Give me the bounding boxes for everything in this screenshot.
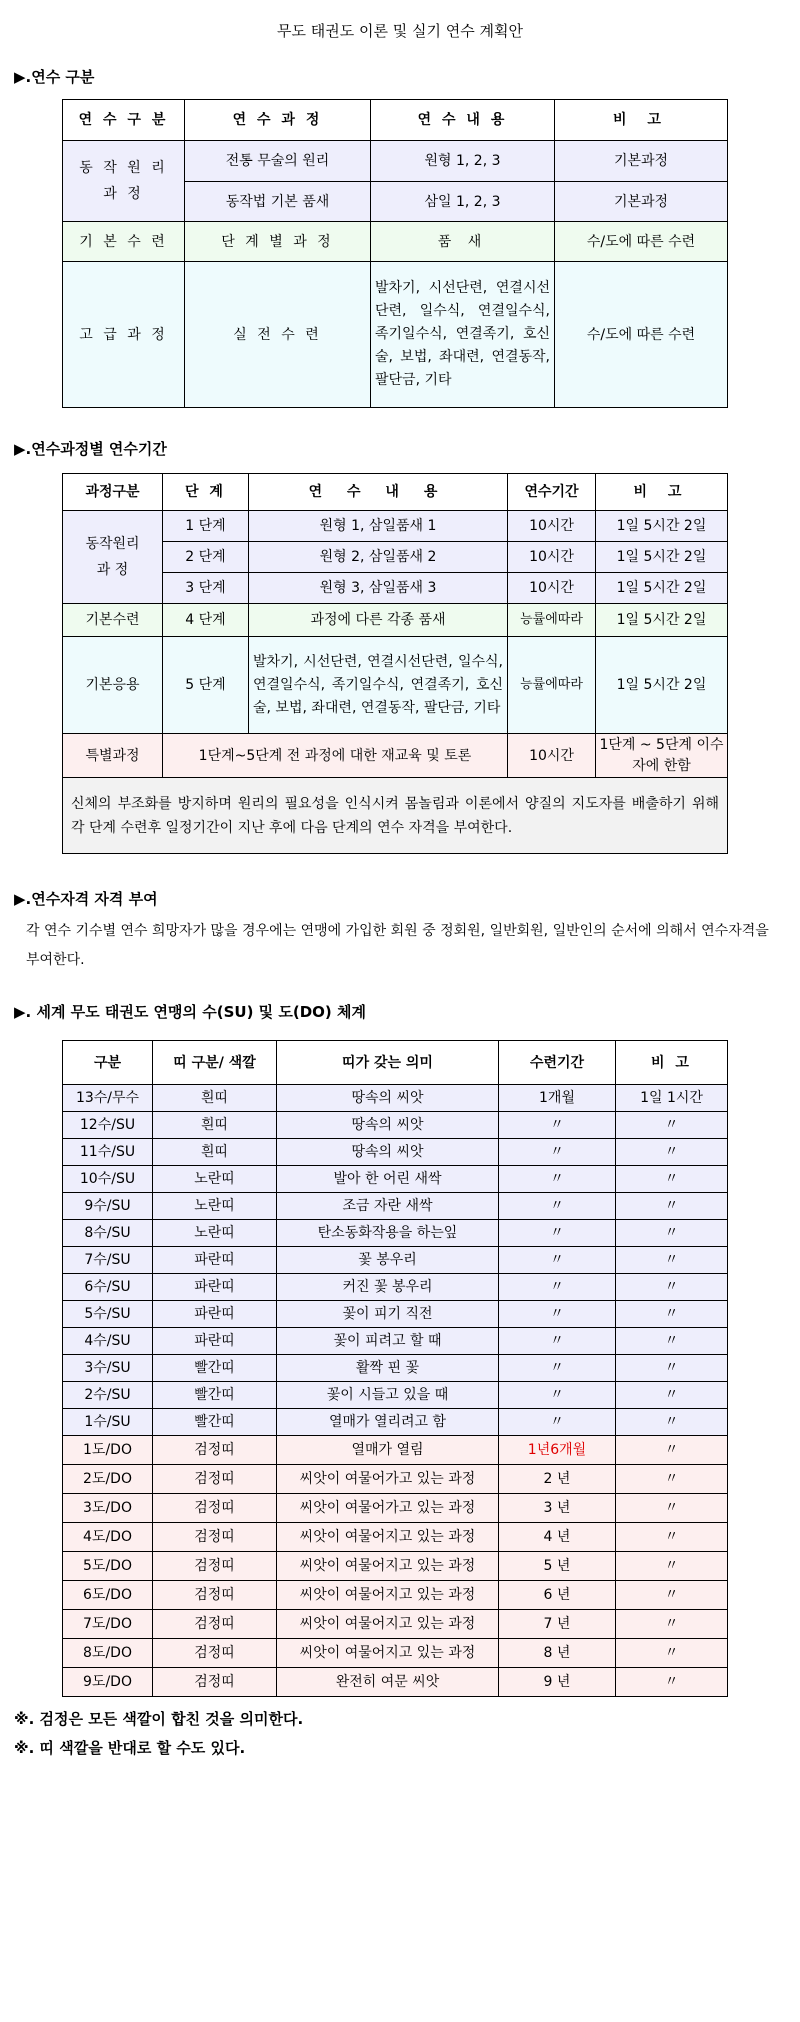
rank-cell: 5수/SU xyxy=(63,1301,153,1328)
belt-color-cell: 빨간띠 xyxy=(153,1382,277,1409)
header-cell: 띠가 갖는 의미 xyxy=(277,1041,499,1085)
rank-cell: 3수/SU xyxy=(63,1355,153,1382)
belt-color-cell: 검정띠 xyxy=(153,1494,277,1523)
belt-color-cell: 파란띠 xyxy=(153,1274,277,1301)
rank-cell: 5도/DO xyxy=(63,1552,153,1581)
table-row xyxy=(63,573,728,604)
note-cell: 〃 xyxy=(616,1382,728,1409)
content-cell: 과정에 다른 각종 품새 xyxy=(249,604,508,637)
step-cell: 1 단계 xyxy=(163,511,249,542)
belt-color-cell: 흰띠 xyxy=(153,1112,277,1139)
content-cell: 품 새 xyxy=(371,222,555,262)
table-row xyxy=(63,1639,728,1668)
belt-color-cell: 검정띠 xyxy=(153,1465,277,1494)
period-cell: 〃 xyxy=(499,1328,616,1355)
header-cell: 과정구분 xyxy=(63,474,163,511)
table-row xyxy=(63,1166,728,1193)
table-row xyxy=(63,222,728,262)
note-cell: 〃 xyxy=(616,1639,728,1668)
meaning-cell: 열매가 열림 xyxy=(277,1436,499,1465)
note-cell: 1일 5시간 2일 xyxy=(596,604,728,637)
meaning-cell: 탄소동화작용을 하는잎 xyxy=(277,1220,499,1247)
belt-color-cell: 검정띠 xyxy=(153,1610,277,1639)
content-cell: 원형 3, 삼일품새 3 xyxy=(249,573,508,604)
table-row xyxy=(63,1436,728,1465)
belt-color-cell: 파란띠 xyxy=(153,1328,277,1355)
period-cell: 〃 xyxy=(499,1355,616,1382)
note-cell: 〃 xyxy=(616,1220,728,1247)
table-row xyxy=(63,637,728,734)
rank-cell: 7도/DO xyxy=(63,1610,153,1639)
content-cell: 1단계~5단계 전 과정에 대한 재교육 및 토론 xyxy=(163,734,508,778)
group-cell: 기 본 수 련 xyxy=(63,222,185,262)
table-row xyxy=(63,542,728,573)
content-cell: 삼일 1, 2, 3 xyxy=(371,182,555,222)
note-line: ※. 검정은 모든 색깔이 합친 것을 의미한다. xyxy=(14,1710,304,1728)
notes xyxy=(14,1705,800,1763)
note-cell: 〃 xyxy=(616,1112,728,1139)
period-cell: 10시간 xyxy=(508,542,596,573)
table-row xyxy=(63,1465,728,1494)
period-cell: 7 년 xyxy=(499,1610,616,1639)
header-cell: 단 계 xyxy=(163,474,249,511)
qualification-paragraph: 각 연수 기수별 연수 희망자가 많을 경우에는 연맹에 가입한 회원 중 정회원, 일반회원, 일반인의 순서에 의해서 연수자격을 부여한다. xyxy=(26,923,769,968)
footnote-cell: 신체의 부조화를 방지하며 원리의 필요성을 인식시켜 몸놀림과 이론에서 양질의 지도자를 배출하기 위해 각 단계 수련후 일정기간이 지난 후에 다음 단계의 연수 자격을 부여한다. xyxy=(63,778,728,854)
table-row xyxy=(63,1193,728,1220)
note-cell: 〃 xyxy=(616,1494,728,1523)
note-cell: 〃 xyxy=(616,1610,728,1639)
note-cell: 〃 xyxy=(616,1436,728,1465)
meaning-cell: 씨앗이 여물어지고 있는 과정 xyxy=(277,1523,499,1552)
rank-cell: 8수/SU xyxy=(63,1220,153,1247)
note-cell: 〃 xyxy=(616,1166,728,1193)
meaning-cell: 꽃이 피려고 할 때 xyxy=(277,1328,499,1355)
period-cell: 〃 xyxy=(499,1301,616,1328)
period-cell: 능률에따라 xyxy=(508,637,596,734)
rank-cell: 13수/무수 xyxy=(63,1085,153,1112)
belt-color-cell: 빨간띠 xyxy=(153,1409,277,1436)
header-cell: 구분 xyxy=(63,1041,153,1085)
meaning-cell: 꽃 봉우리 xyxy=(277,1247,499,1274)
table-row xyxy=(63,141,728,182)
period-cell: 4 년 xyxy=(499,1523,616,1552)
meaning-cell: 씨앗이 여물어지고 있는 과정 xyxy=(277,1610,499,1639)
course-cell: 전통 무술의 원리 xyxy=(185,141,371,182)
meaning-cell: 완전히 여문 씨앗 xyxy=(277,1668,499,1697)
note-cell: 1일 5시간 2일 xyxy=(596,573,728,604)
table-row xyxy=(63,1610,728,1639)
period-cell: 1년6개월 xyxy=(499,1436,616,1465)
meaning-cell: 꽃이 피기 직전 xyxy=(277,1301,499,1328)
header-cell: 비 고 xyxy=(616,1041,728,1085)
belt-color-cell: 빨간띠 xyxy=(153,1355,277,1382)
rank-cell: 11수/SU xyxy=(63,1139,153,1166)
note-cell: 1일 5시간 2일 xyxy=(596,637,728,734)
note-line: ※. 띠 색깔을 반대로 할 수도 있다. xyxy=(14,1739,246,1757)
belt-table-body xyxy=(63,1085,728,1697)
rank-cell: 1도/DO xyxy=(63,1436,153,1465)
section-3-heading: ▶.연수자격 자격 부여 xyxy=(14,890,158,908)
meaning-cell: 씨앗이 여물어가고 있는 과정 xyxy=(277,1494,499,1523)
period-cell: 10시간 xyxy=(508,511,596,542)
document-title: 무도 태권도 이론 및 실기 연수 계획안 xyxy=(277,22,523,40)
meaning-cell: 꽃이 시들고 있을 때 xyxy=(277,1382,499,1409)
header-cell: 연 수 내 용 xyxy=(371,100,555,141)
table-row xyxy=(63,1668,728,1697)
table-header-row xyxy=(63,1041,728,1085)
belt-color-cell: 파란띠 xyxy=(153,1247,277,1274)
header-cell: 연 수 내 용 xyxy=(249,474,508,511)
group-cell: 기본수련 xyxy=(63,604,163,637)
table-row xyxy=(63,1274,728,1301)
note-cell: 〃 xyxy=(616,1247,728,1274)
header-cell: 띠 구분/ 색깔 xyxy=(153,1041,277,1085)
meaning-cell: 활짝 핀 꽃 xyxy=(277,1355,499,1382)
belt-color-cell: 검정띠 xyxy=(153,1436,277,1465)
note-cell: 1단계 ~ 5단계 이수자에 한함 xyxy=(596,734,728,778)
group-cell: 고 급 과 정 xyxy=(63,262,185,408)
note-cell: 수/도에 따른 수련 xyxy=(555,262,728,408)
belt-color-cell: 파란띠 xyxy=(153,1301,277,1328)
table-header-row xyxy=(63,474,728,511)
belt-color-cell: 검정띠 xyxy=(153,1581,277,1610)
table-row xyxy=(63,1220,728,1247)
belt-color-cell: 노란띠 xyxy=(153,1193,277,1220)
note-cell: 〃 xyxy=(616,1193,728,1220)
meaning-cell: 커진 꽃 봉우리 xyxy=(277,1274,499,1301)
belt-color-cell: 검정띠 xyxy=(153,1523,277,1552)
meaning-cell: 땅속의 씨앗 xyxy=(277,1139,499,1166)
content-cell: 원형 1, 2, 3 xyxy=(371,141,555,182)
section-4-heading: ▶. 세계 무도 태권도 연맹의 수(SU) 및 도(DO) 체계 xyxy=(14,1003,366,1021)
rank-cell: 9도/DO xyxy=(63,1668,153,1697)
meaning-cell: 땅속의 씨앗 xyxy=(277,1085,499,1112)
note-cell: 기본과정 xyxy=(555,182,728,222)
course-cell: 단 계 별 과 정 xyxy=(185,222,371,262)
note-cell: 〃 xyxy=(616,1465,728,1494)
period-cell: 〃 xyxy=(499,1274,616,1301)
note-cell: 〃 xyxy=(616,1523,728,1552)
meaning-cell: 씨앗이 여물어가고 있는 과정 xyxy=(277,1465,499,1494)
rank-cell: 2도/DO xyxy=(63,1465,153,1494)
meaning-cell: 씨앗이 여물어지고 있는 과정 xyxy=(277,1639,499,1668)
belt-color-cell: 검정띠 xyxy=(153,1639,277,1668)
header-cell: 연 수 구 분 xyxy=(63,100,185,141)
group-cell: 동 작 원 리 과 정 xyxy=(63,141,185,222)
rank-cell: 4도/DO xyxy=(63,1523,153,1552)
section-1-heading: ▶.연수 구분 xyxy=(14,68,95,86)
note-cell: 수/도에 따른 수련 xyxy=(555,222,728,262)
meaning-cell: 조금 자란 새싹 xyxy=(277,1193,499,1220)
rank-cell: 1수/SU xyxy=(63,1409,153,1436)
table-row xyxy=(63,1409,728,1436)
header-cell: 비 고 xyxy=(555,100,728,141)
note-cell: 〃 xyxy=(616,1274,728,1301)
period-cell: 3 년 xyxy=(499,1494,616,1523)
period-cell: 10시간 xyxy=(508,734,596,778)
content-cell: 원형 2, 삼일품새 2 xyxy=(249,542,508,573)
period-cell: 8 년 xyxy=(499,1639,616,1668)
rank-cell: 4수/SU xyxy=(63,1328,153,1355)
period-cell: 〃 xyxy=(499,1382,616,1409)
belt-color-cell: 검정띠 xyxy=(153,1668,277,1697)
note-cell: 기본과정 xyxy=(555,141,728,182)
note-cell: 〃 xyxy=(616,1328,728,1355)
rank-cell: 6도/DO xyxy=(63,1581,153,1610)
rank-cell: 10수/SU xyxy=(63,1166,153,1193)
period-cell: 〃 xyxy=(499,1220,616,1247)
content-cell: 발차기, 시선단련, 연결시선단련, 일수식, 연결일수식, 족기일수식, 연결족기, 호신술, 보법, 좌대련, 연결동작, 팔단금, 기타 xyxy=(371,262,555,408)
table-row xyxy=(63,1552,728,1581)
group-cell: 특별과정 xyxy=(63,734,163,778)
meaning-cell: 발아 한 어린 새싹 xyxy=(277,1166,499,1193)
table-row xyxy=(63,1355,728,1382)
step-cell: 4 단계 xyxy=(163,604,249,637)
meaning-cell: 씨앗이 여물어지고 있는 과정 xyxy=(277,1581,499,1610)
meaning-cell: 땅속의 씨앗 xyxy=(277,1112,499,1139)
training-period-table xyxy=(62,473,728,854)
period-cell: 6 년 xyxy=(499,1581,616,1610)
note-cell: 〃 xyxy=(616,1139,728,1166)
belt-system-table xyxy=(62,1040,728,1697)
step-cell: 2 단계 xyxy=(163,542,249,573)
table-row xyxy=(63,1328,728,1355)
rank-cell: 7수/SU xyxy=(63,1247,153,1274)
rank-cell: 12수/SU xyxy=(63,1112,153,1139)
course-cell: 동작법 기본 품새 xyxy=(185,182,371,222)
period-cell: 〃 xyxy=(499,1193,616,1220)
group-cell: 동작원리 과 정 xyxy=(63,511,163,604)
period-cell: 10시간 xyxy=(508,573,596,604)
note-cell: 〃 xyxy=(616,1409,728,1436)
table-row xyxy=(63,1494,728,1523)
table-row xyxy=(63,1382,728,1409)
note-cell: 〃 xyxy=(616,1581,728,1610)
step-cell: 3 단계 xyxy=(163,573,249,604)
table-row xyxy=(63,1523,728,1552)
belt-color-cell: 흰띠 xyxy=(153,1139,277,1166)
table-row xyxy=(63,1247,728,1274)
period-cell: 〃 xyxy=(499,1166,616,1193)
header-cell: 비 고 xyxy=(596,474,728,511)
content-cell: 원형 1, 삼일품새 1 xyxy=(249,511,508,542)
period-cell: 5 년 xyxy=(499,1552,616,1581)
table-row xyxy=(63,1139,728,1166)
table-header-row xyxy=(63,100,728,141)
period-cell: 〃 xyxy=(499,1139,616,1166)
note-cell: 〃 xyxy=(616,1668,728,1697)
belt-color-cell: 노란띠 xyxy=(153,1220,277,1247)
period-cell: 〃 xyxy=(499,1409,616,1436)
group-cell: 기본응용 xyxy=(63,637,163,734)
table-row xyxy=(63,262,728,408)
course-cell: 실 전 수 련 xyxy=(185,262,371,408)
meaning-cell: 열매가 열리려고 함 xyxy=(277,1409,499,1436)
belt-color-cell: 검정띠 xyxy=(153,1552,277,1581)
belt-color-cell: 노란띠 xyxy=(153,1166,277,1193)
header-cell: 연 수 과 정 xyxy=(185,100,371,141)
table-row xyxy=(63,1112,728,1139)
header-cell: 연수기간 xyxy=(508,474,596,511)
table-row xyxy=(63,1085,728,1112)
note-cell: 〃 xyxy=(616,1355,728,1382)
table-row xyxy=(63,511,728,542)
rank-cell: 8도/DO xyxy=(63,1639,153,1668)
table-footnote-row xyxy=(63,778,728,854)
belt-color-cell: 흰띠 xyxy=(153,1085,277,1112)
table-row xyxy=(63,1301,728,1328)
rank-cell: 6수/SU xyxy=(63,1274,153,1301)
training-category-table xyxy=(62,99,728,408)
note-cell: 1일 1시간 xyxy=(616,1085,728,1112)
period-cell: 9 년 xyxy=(499,1668,616,1697)
rank-cell: 3도/DO xyxy=(63,1494,153,1523)
period-cell: 1개월 xyxy=(499,1085,616,1112)
period-cell: 〃 xyxy=(499,1112,616,1139)
meaning-cell: 씨앗이 여물어지고 있는 과정 xyxy=(277,1552,499,1581)
note-cell: 1일 5시간 2일 xyxy=(596,511,728,542)
period-cell: 2 년 xyxy=(499,1465,616,1494)
header-cell: 수련기간 xyxy=(499,1041,616,1085)
period-cell: 능률에따라 xyxy=(508,604,596,637)
table-row xyxy=(63,604,728,637)
content-cell: 발차기, 시선단련, 연결시선단련, 일수식, 연결일수식, 족기일수식, 연결족기, 호신술, 보법, 좌대련, 연결동작, 팔단금, 기타 xyxy=(249,637,508,734)
note-cell: 〃 xyxy=(616,1301,728,1328)
table-row xyxy=(63,734,728,778)
note-cell: 1일 5시간 2일 xyxy=(596,542,728,573)
period-cell: 〃 xyxy=(499,1247,616,1274)
section-2-heading: ▶.연수과정별 연수기간 xyxy=(14,440,167,458)
step-cell: 5 단계 xyxy=(163,637,249,734)
table-row xyxy=(63,1581,728,1610)
rank-cell: 9수/SU xyxy=(63,1193,153,1220)
note-cell: 〃 xyxy=(616,1552,728,1581)
rank-cell: 2수/SU xyxy=(63,1382,153,1409)
